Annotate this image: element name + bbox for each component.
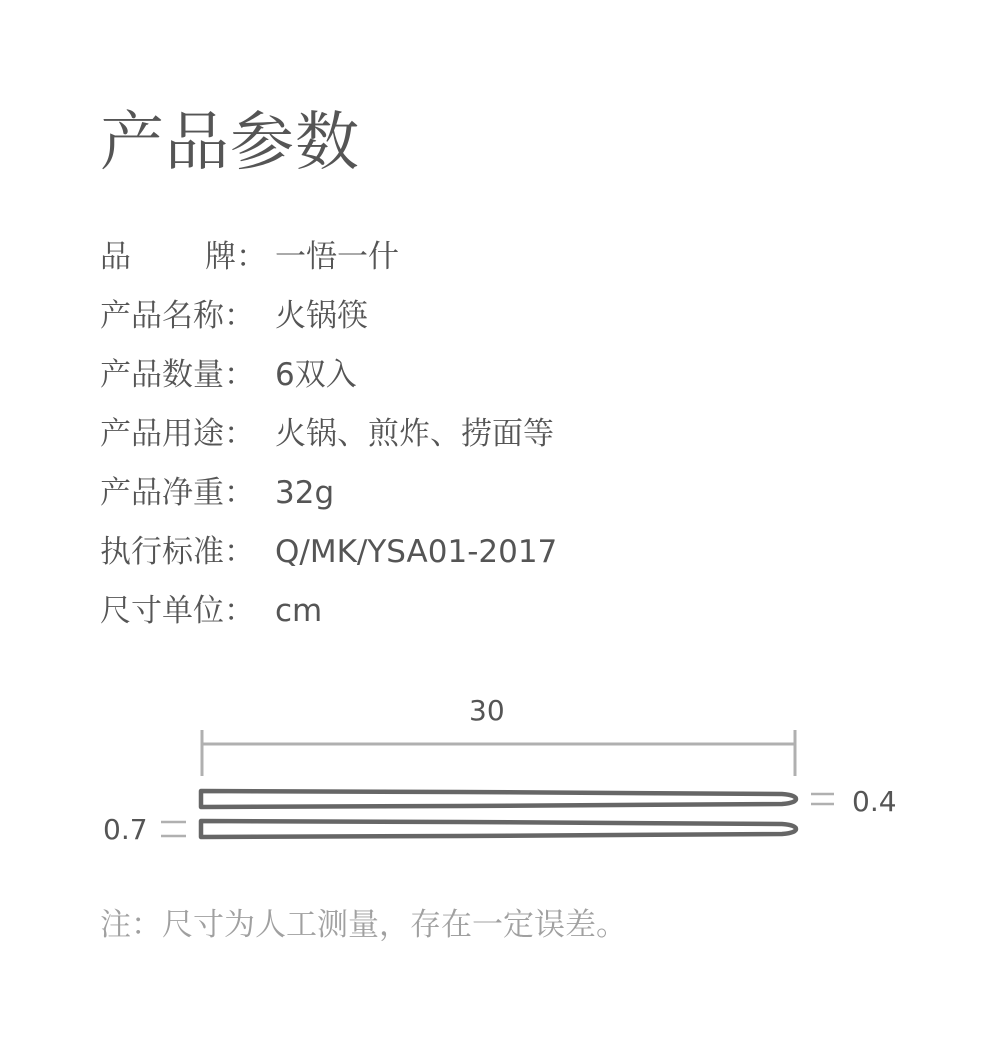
- spec-value-standard: Q/MK/YSA01-2017: [275, 534, 558, 570]
- spec-list: [100, 232, 557, 645]
- chopstick-top-icon: [201, 791, 796, 807]
- spec-row-quantity: [100, 350, 557, 409]
- spec-value-quantity: 6双入: [275, 357, 357, 393]
- length-dimension-label: 30: [469, 694, 505, 727]
- spec-row-usage: [100, 409, 557, 468]
- spec-label-weight: 产品净重：: [100, 475, 255, 511]
- spec-label-brand: [100, 232, 275, 282]
- chopstick-dimension-diagram: [0, 660, 1000, 880]
- spec-label-name: 产品名称：: [100, 298, 255, 334]
- page-title: 产品参数: [100, 106, 360, 180]
- spec-row-brand: [100, 232, 557, 291]
- spec-value-brand: 一悟一什: [275, 239, 399, 275]
- spec-label-unit: 尺寸单位：: [100, 593, 255, 629]
- length-dimension-line: [202, 730, 795, 776]
- spec-row-name: [100, 291, 557, 350]
- diagram-drawing: [0, 660, 1000, 880]
- spec-label-brand-first: 品: [100, 239, 131, 275]
- tip-thickness-label: 0.4: [852, 785, 897, 818]
- tip-thickness-marker: [811, 794, 834, 804]
- spec-row-unit: [100, 586, 557, 645]
- measurement-note: 注：尺寸为人工测量，存在一定误差。: [100, 907, 627, 943]
- spec-label-brand-rest: 牌：: [205, 239, 267, 275]
- spec-value-name: 火锅筷: [275, 298, 368, 334]
- spec-row-weight: [100, 468, 557, 527]
- spec-row-standard: [100, 527, 557, 586]
- spec-label-quantity: 产品数量：: [100, 357, 255, 393]
- spec-value-unit: cm: [275, 593, 323, 629]
- base-thickness-marker: [161, 822, 186, 836]
- spec-value-weight: 32g: [275, 475, 335, 511]
- chopstick-bottom-icon: [201, 821, 796, 837]
- spec-value-usage: 火锅、煎炸、捞面等: [275, 416, 554, 452]
- spec-label-usage: 产品用途：: [100, 416, 255, 452]
- spec-label-standard: 执行标准：: [100, 534, 255, 570]
- base-thickness-label: 0.7: [103, 813, 148, 846]
